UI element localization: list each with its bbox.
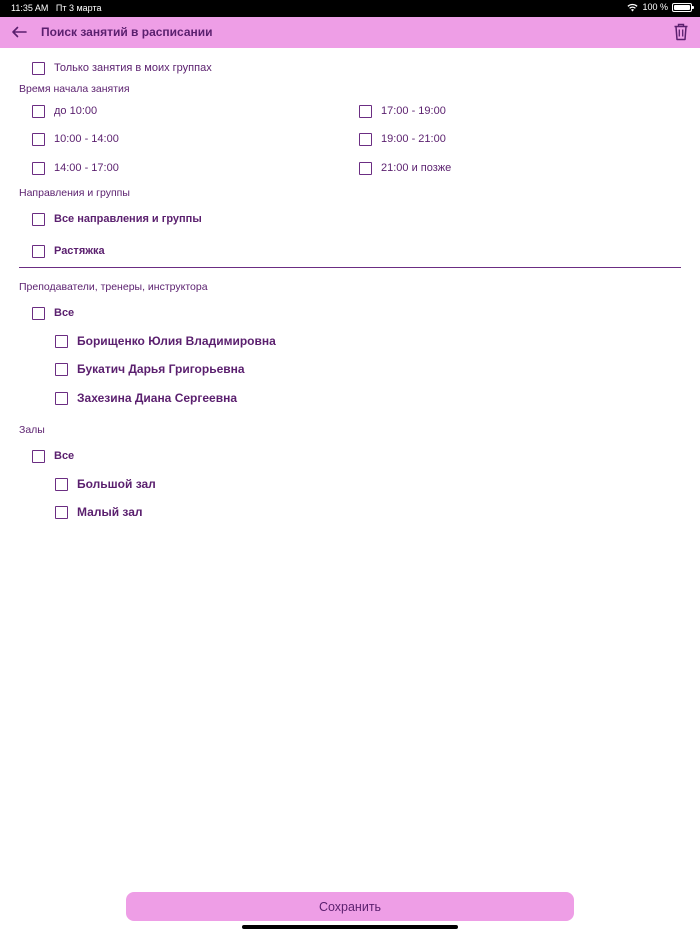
time-option-label: 21:00 и позже xyxy=(381,162,452,174)
time-option[interactable] xyxy=(359,132,446,146)
status-time: 11:35 AM Пт 3 марта xyxy=(11,3,102,13)
checkbox-icon[interactable] xyxy=(32,450,45,463)
halls-all-option[interactable] xyxy=(32,449,74,463)
time-option[interactable] xyxy=(32,161,119,175)
time-option[interactable] xyxy=(359,161,451,175)
time-section-title: Время начала занятия xyxy=(19,83,130,95)
checkbox-icon[interactable] xyxy=(32,105,45,118)
time-option-label: 14:00 - 17:00 xyxy=(54,162,119,174)
header-bar xyxy=(0,17,700,48)
checkbox-icon[interactable] xyxy=(55,335,68,348)
checkbox-icon[interactable] xyxy=(359,133,372,146)
checkbox-icon[interactable] xyxy=(359,105,372,118)
checkbox-icon[interactable] xyxy=(32,213,45,226)
teacher-option-label: Борищенко Юлия Владимировна xyxy=(77,334,276,348)
checkbox-icon[interactable] xyxy=(32,245,45,258)
teachers-section-title: Преподаватели, тренеры, инструктора xyxy=(19,281,208,293)
checkbox-icon[interactable] xyxy=(32,133,45,146)
status-bar xyxy=(0,0,700,17)
status-right xyxy=(627,2,692,12)
only-my-groups-label: Только занятия в моих группах xyxy=(54,62,212,74)
checkbox-icon[interactable] xyxy=(55,506,68,519)
home-indicator[interactable] xyxy=(242,925,458,929)
wifi-icon xyxy=(627,3,638,12)
direction-option-label: Растяжка xyxy=(54,245,105,257)
time-option-label: 17:00 - 19:00 xyxy=(381,105,446,117)
teacher-option[interactable] xyxy=(55,334,276,348)
battery-percent: 100 % xyxy=(642,2,668,12)
teacher-option[interactable] xyxy=(55,362,245,376)
save-button[interactable]: Сохранить xyxy=(126,892,574,921)
checkbox-icon[interactable] xyxy=(32,162,45,175)
halls-section-title: Залы xyxy=(19,424,45,436)
time-option-label: 10:00 - 14:00 xyxy=(54,133,119,145)
direction-option-label: Все направления и группы xyxy=(54,213,202,225)
time-option-label: до 10:00 xyxy=(54,105,98,117)
teachers-all-option[interactable] xyxy=(32,306,74,320)
hall-option[interactable] xyxy=(55,477,156,491)
checkbox-icon[interactable] xyxy=(32,62,45,75)
directions-section-title: Направления и группы xyxy=(19,187,130,199)
back-arrow-icon[interactable] xyxy=(9,22,29,42)
time-option[interactable] xyxy=(359,104,446,118)
time-option[interactable] xyxy=(32,132,119,146)
direction-option[interactable] xyxy=(32,212,202,226)
checkbox-icon[interactable] xyxy=(55,392,68,405)
time-option-label: 19:00 - 21:00 xyxy=(381,133,446,145)
section-divider xyxy=(19,267,681,268)
hall-option-label: Малый зал xyxy=(77,505,143,519)
halls-all-label: Все xyxy=(54,450,75,462)
hall-option[interactable] xyxy=(55,505,143,519)
only-my-groups-checkbox[interactable] xyxy=(32,61,212,75)
direction-option[interactable] xyxy=(32,244,105,258)
trash-icon[interactable] xyxy=(673,23,689,41)
teacher-option-label: Букатич Дарья Григорьевна xyxy=(77,362,245,376)
battery-icon xyxy=(672,3,692,12)
page-title: Поиск занятий в расписании xyxy=(41,25,213,39)
teachers-all-label: Все xyxy=(54,307,75,319)
time-option[interactable] xyxy=(32,104,97,118)
teacher-option[interactable] xyxy=(55,391,237,405)
checkbox-icon[interactable] xyxy=(55,363,68,376)
checkbox-icon[interactable] xyxy=(55,478,68,491)
hall-option-label: Большой зал xyxy=(77,477,156,491)
checkbox-icon[interactable] xyxy=(359,162,372,175)
checkbox-icon[interactable] xyxy=(32,307,45,320)
teacher-option-label: Захезина Диана Сергеевна xyxy=(77,391,238,405)
